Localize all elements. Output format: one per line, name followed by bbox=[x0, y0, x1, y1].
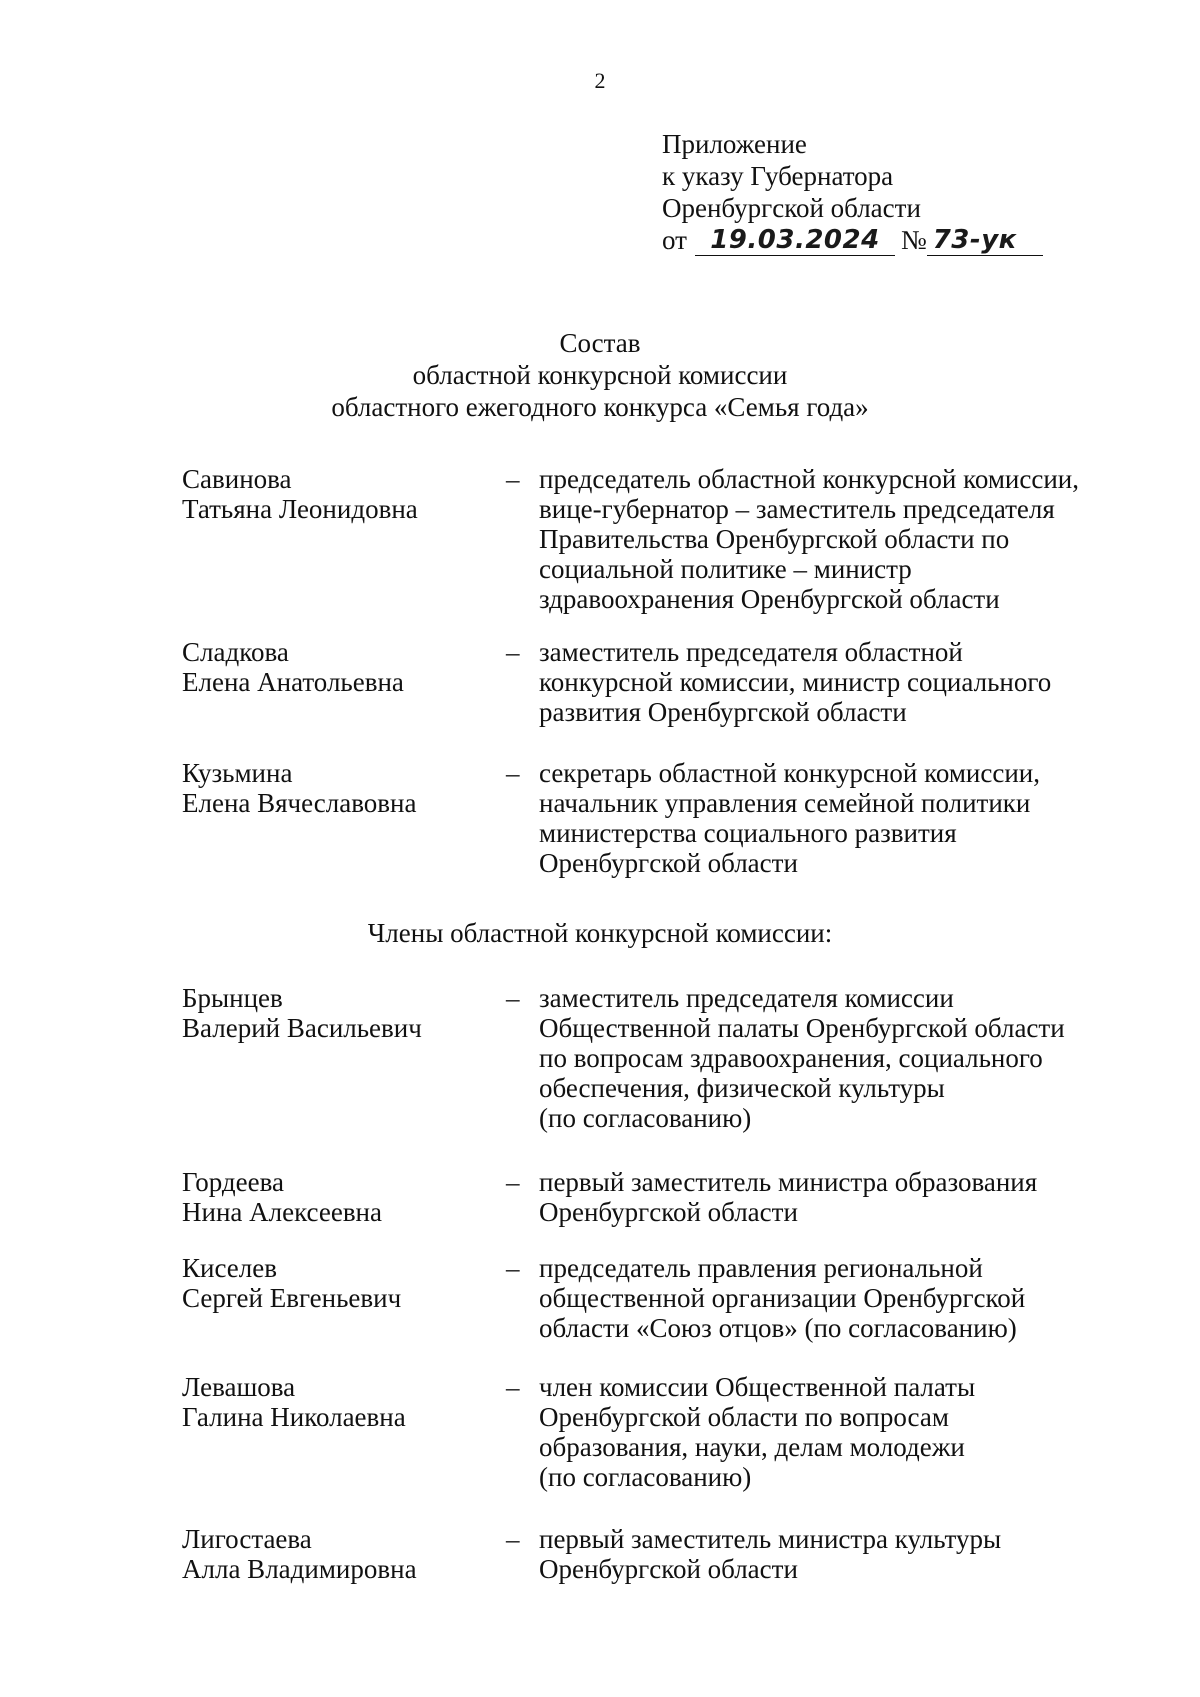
member-given-name: Нина Алексеевна bbox=[182, 1197, 382, 1227]
decree-number: 73-ук bbox=[927, 225, 1043, 256]
appendix-date-line bbox=[662, 224, 1043, 256]
from-label: от bbox=[662, 225, 687, 255]
role-line: (по согласованию) bbox=[539, 1462, 752, 1492]
appendix-title: Приложение bbox=[662, 129, 807, 159]
role-line: вице-губернатор – заместитель председателя bbox=[539, 494, 1055, 524]
role-line: Оренбургской области bbox=[539, 1197, 798, 1227]
member-surname: Левашова bbox=[182, 1372, 296, 1402]
role-line: по вопросам здравоохранения, социального bbox=[539, 1043, 1043, 1073]
role-line: заместитель председателя комиссии bbox=[539, 983, 954, 1013]
member-given-name: Сергей Евгеньевич bbox=[182, 1283, 402, 1313]
role-line: Правительства Оренбургской области по bbox=[539, 524, 1010, 554]
decree-date: 19.03.2024 bbox=[695, 225, 895, 256]
member-name bbox=[182, 464, 482, 524]
role-line: образования, науки, делам молодежи bbox=[539, 1432, 965, 1462]
separator-dash: – bbox=[506, 1372, 520, 1402]
role-line: Общественной палаты Оренбургской области bbox=[539, 1013, 1065, 1043]
member-name bbox=[182, 1524, 482, 1584]
separator-dash: – bbox=[506, 983, 520, 1013]
role-line: Оренбургской области bbox=[539, 1554, 798, 1584]
member-given-name: Галина Николаевна bbox=[182, 1402, 406, 1432]
member-surname: Савинова bbox=[182, 464, 292, 494]
member-surname: Кузьмина bbox=[182, 758, 293, 788]
member-given-name: Алла Владимировна bbox=[182, 1554, 417, 1584]
role-line: председатель правления региональной bbox=[539, 1253, 983, 1283]
member-role bbox=[539, 758, 1124, 878]
role-line: начальник управления семейной политики bbox=[539, 788, 1031, 818]
role-line: секретарь областной конкурсной комиссии, bbox=[539, 758, 1040, 788]
role-line: обеспечения, физической культуры bbox=[539, 1073, 945, 1103]
separator-dash: – bbox=[506, 758, 520, 788]
role-line: (по согласованию) bbox=[539, 1103, 752, 1133]
page-number: 2 bbox=[594, 68, 606, 93]
role-line: здравоохранения Оренбургской области bbox=[539, 584, 1000, 614]
member-role bbox=[539, 1524, 1124, 1584]
separator-dash: – bbox=[506, 1253, 520, 1283]
role-line: министерства социального развития bbox=[539, 818, 957, 848]
member-name bbox=[182, 1253, 482, 1313]
role-line: Оренбургской области по вопросам bbox=[539, 1402, 949, 1432]
document-title bbox=[0, 327, 1200, 423]
member-surname: Брынцев bbox=[182, 983, 283, 1013]
appendix-decree-line: к указу Губернатора bbox=[662, 161, 894, 191]
role-line: развития Оренбургской области bbox=[539, 697, 907, 727]
member-surname: Сладкова bbox=[182, 637, 289, 667]
role-line: общественной организации Оренбургской bbox=[539, 1283, 1026, 1313]
separator-dash: – bbox=[506, 464, 520, 494]
member-role bbox=[539, 1253, 1124, 1343]
appendix-block bbox=[662, 128, 1043, 256]
role-line: председатель областной конкурсной комиссии, bbox=[539, 464, 1079, 494]
number-sign: № bbox=[900, 225, 927, 255]
member-role bbox=[539, 1167, 1124, 1227]
member-surname: Лигостаева bbox=[182, 1524, 312, 1554]
member-name bbox=[182, 1372, 482, 1432]
member-given-name: Татьяна Леонидовна bbox=[182, 494, 418, 524]
member-name bbox=[182, 1167, 482, 1227]
title-line-1: Состав bbox=[559, 328, 641, 358]
member-role bbox=[539, 637, 1124, 727]
members-heading: Члены областной конкурсной комиссии: bbox=[367, 918, 833, 948]
title-line-2: областной конкурсной комиссии bbox=[412, 360, 788, 390]
title-line-3: областного ежегодного конкурса «Семья года» bbox=[331, 392, 869, 422]
role-line: член комиссии Общественной палаты bbox=[539, 1372, 976, 1402]
member-name bbox=[182, 758, 482, 818]
role-line: заместитель председателя областной bbox=[539, 637, 963, 667]
member-given-name: Валерий Васильевич bbox=[182, 1013, 422, 1043]
role-line: первый заместитель министра культуры bbox=[539, 1524, 1002, 1554]
role-line: первый заместитель министра образования bbox=[539, 1167, 1038, 1197]
separator-dash: – bbox=[506, 637, 520, 667]
role-line: Оренбургской области bbox=[539, 848, 798, 878]
role-line: конкурсной комиссии, министр социального bbox=[539, 667, 1052, 697]
appendix-region-line: Оренбургской области bbox=[662, 193, 921, 223]
member-role bbox=[539, 983, 1124, 1133]
member-role bbox=[539, 1372, 1124, 1492]
member-surname: Гордеева bbox=[182, 1167, 284, 1197]
role-line: области «Союз отцов» (по согласованию) bbox=[539, 1313, 1017, 1343]
member-surname: Киселев bbox=[182, 1253, 277, 1283]
member-given-name: Елена Анатольевна bbox=[182, 667, 404, 697]
member-given-name: Елена Вячеславовна bbox=[182, 788, 417, 818]
role-line: социальной политике – министр bbox=[539, 554, 912, 584]
separator-dash: – bbox=[506, 1167, 520, 1197]
member-name bbox=[182, 983, 482, 1043]
member-role bbox=[539, 464, 1124, 614]
separator-dash: – bbox=[506, 1524, 520, 1554]
member-name bbox=[182, 637, 482, 697]
